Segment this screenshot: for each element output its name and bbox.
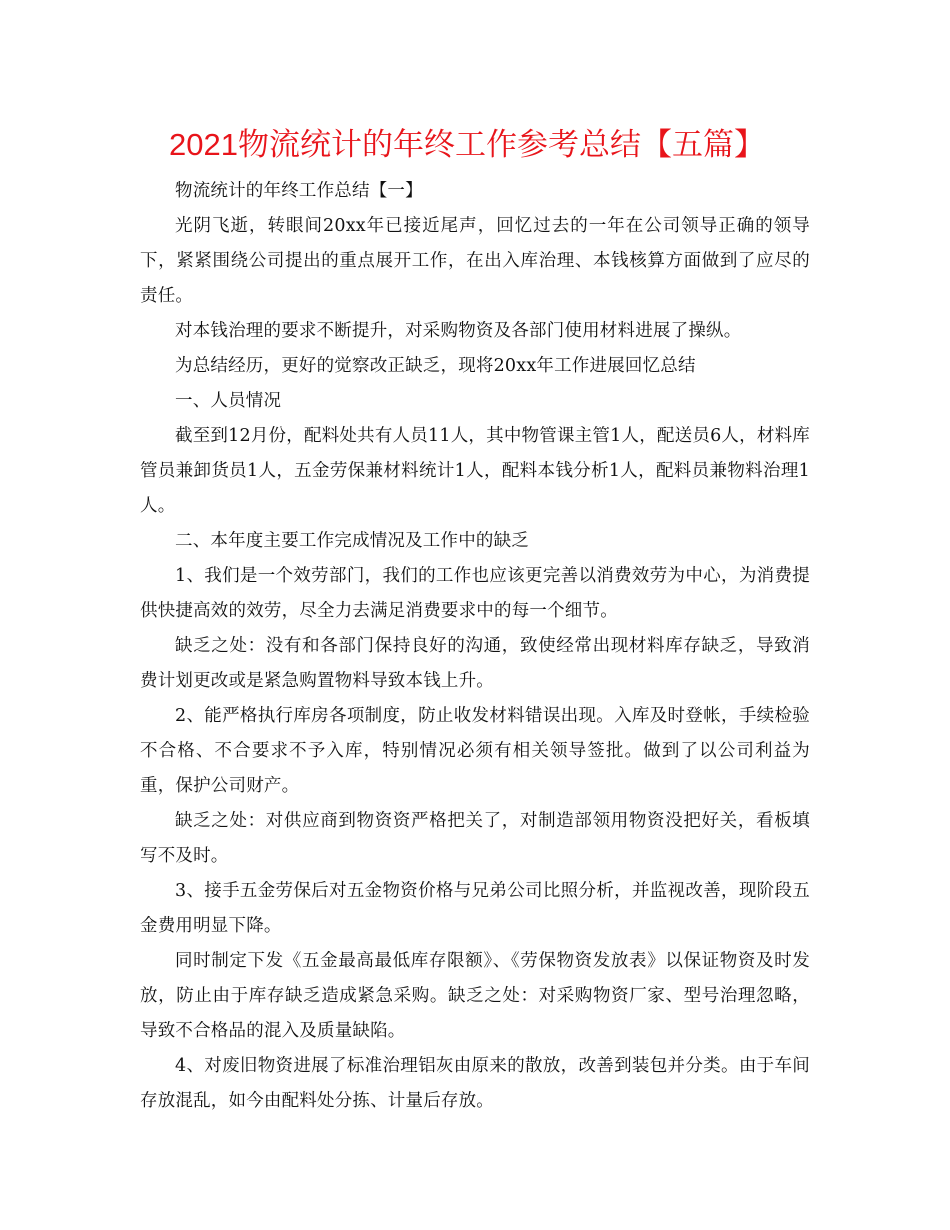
paragraph: 为总结经历，更好的觉察改正缺乏，现将20xx年工作进展回忆总结: [175, 356, 696, 376]
paragraph: 1、我们是一个效劳部门，我们的工作也应该更完善以消费效劳为中心，为消费提供快捷高效的效劳，尽全力去满足消费要求中的每一个细节。: [140, 566, 810, 621]
section-heading: 二、本年度主要工作完成情况及工作中的缺乏: [175, 531, 529, 551]
paragraph: 对本钱治理的要求不断提升，对采购物资及各部门使用材料进展了操纵。: [175, 321, 742, 341]
paragraph: 缺乏之处：没有和各部门保持良好的沟通，致使经常出现材料库存缺乏，导致消费计划更改或是紧急购置物料导致本钱上升。: [140, 636, 810, 691]
document-page: [140, 120, 810, 1119]
paragraph: 缺乏之处：对供应商到物资资严格把关了，对制造部领用物资没把好关，看板填写不及时。: [140, 811, 810, 866]
paragraph: 同时制定下发《五金最高最低库存限额》、《劳保物资发放表》以保证物资及时发放，防止由于库存缺乏造成紧急采购。缺乏之处：对采购物资厂家、型号治理忽略，导致不合格品的混入及质量缺陷。: [140, 951, 810, 1041]
section-heading: 一、人员情况: [175, 391, 282, 411]
paragraph: 3、接手五金劳保后对五金物资价格与兄弟公司比照分析，并监视改善，现阶段五金费用明显下降。: [140, 881, 810, 936]
document-title: 2021物流统计的年终工作参考总结【五篇】: [169, 127, 765, 162]
paragraph: 2、能严格执行库房各项制度，防止收发材料错误出现。入库及时登帐，手续检验不合格、不合要求不予入库，特别情况必须有相关领导签批。做到了以公司利益为重，保护公司财产。: [140, 706, 810, 796]
paragraph: 截至到12月份，配料处共有人员11人，其中物管课主管1人，配送员6人，材料库管员兼卸货员1人，五金劳保兼材料统计1人，配料本钱分析1人，配料员兼物料治理1人。: [140, 426, 810, 516]
section-heading: 物流统计的年终工作总结【一】: [175, 181, 423, 201]
paragraph: 4、对废旧物资进展了标准治理铝灰由原来的散放，改善到装包并分类。由于车间存放混乱，如今由配料处分拣、计量后存放。: [140, 1056, 810, 1111]
paragraph: 光阴飞逝，转眼间20xx年已接近尾声，回忆过去的一年在公司领导正确的领导下，紧紧围绕公司提出的重点展开工作，在出入库治理、本钱核算方面做到了应尽的责任。: [140, 216, 810, 306]
